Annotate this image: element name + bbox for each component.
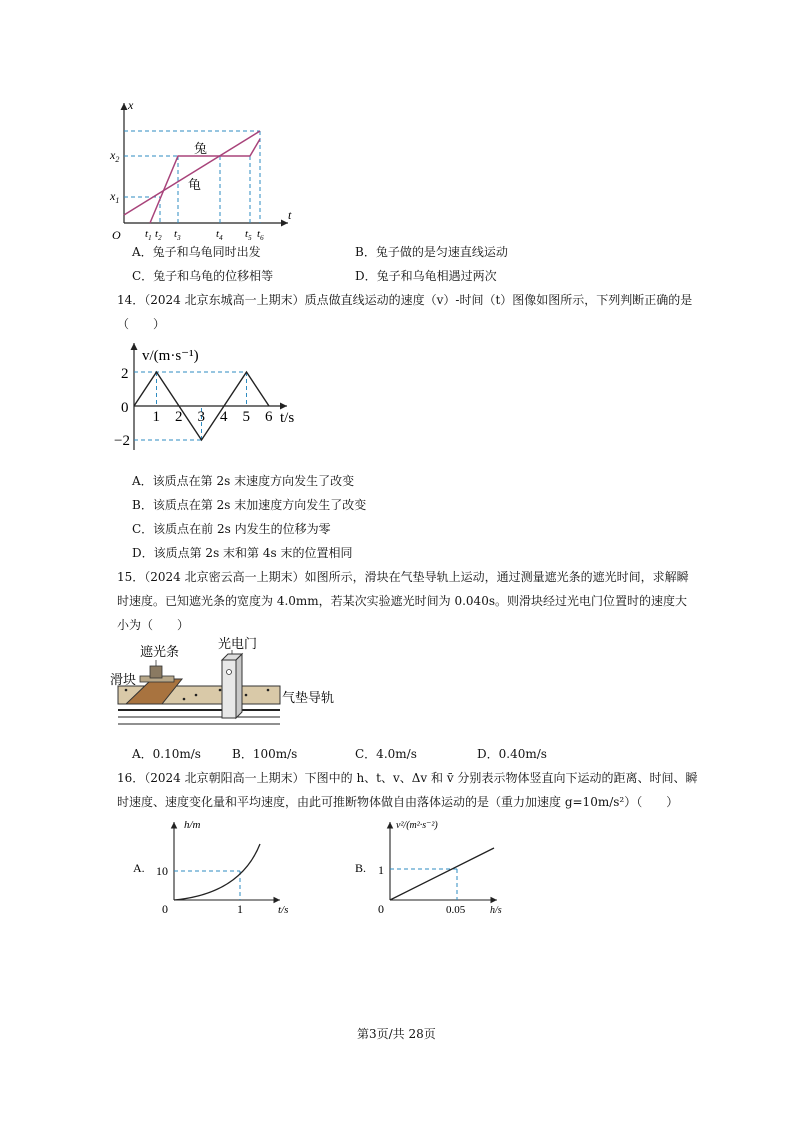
svg-text:t2: $t_2$: [155, 228, 162, 240]
q14-option-b[interactable]: B．该质点在第 2s 末加速度方向发生了改变: [132, 498, 367, 512]
q15-air-track-figure: [110, 632, 350, 734]
q14-option-c[interactable]: C．该质点在前 2s 内发生的位移为零: [132, 522, 331, 536]
q13-option-a[interactable]: A．兔子和乌龟同时出发: [132, 245, 261, 259]
svg-text:t1: $t_1$: [145, 228, 152, 240]
q13-t-ticks: [145, 228, 264, 240]
q15-stem-line1: 15．（2024 北京密云高一上期末）如图所示，滑块在气垫导轨上运动，通过测量遮光条的遮光时间，求解瞬: [117, 570, 689, 584]
q14-ytick-0: 0: [121, 400, 129, 416]
q13-x2-label: $x_2$: [110, 148, 120, 164]
q14-xtick-6: 6: [265, 409, 273, 425]
q14-xtick-1: 1: [152, 409, 160, 425]
q15-shade-strip: [150, 666, 162, 678]
q14-stem-line1: 14．（2024 北京东城高一上期末）质点做直线运动的速度（v）-时间（t）图像如图所示，下列判断正确的是: [117, 293, 693, 307]
q13-axis-x-label: x: [128, 98, 134, 112]
q15-photogate-side: [236, 654, 242, 718]
q16a-curve: [174, 844, 260, 900]
q13-xt-graph: [100, 95, 310, 240]
q14-xtick-4: 4: [220, 409, 228, 425]
svg-text:t3: $t_3$: [174, 228, 181, 240]
q13-option-d[interactable]: D．兔子和乌龟相遇过两次: [355, 269, 497, 283]
q14-xtick-3: 3: [197, 409, 205, 425]
q16a-ytick: 10: [156, 864, 168, 878]
q16b-option-label[interactable]: B.: [355, 861, 367, 875]
q15-shade-strip-label: 遮光条: [140, 645, 180, 660]
q15-stem-line2: 时速度。已知遮光条的宽度为 4.0mm，若某次实验遮光时间为 0.040s。则滑块经过光电门位置时的速度大: [117, 594, 687, 608]
q15-option-b[interactable]: B．100m/s: [232, 747, 298, 761]
q16b-origin: 0: [378, 902, 384, 916]
q14-xtick-2: 2: [175, 409, 183, 425]
q16b-ytick: 1: [378, 863, 384, 877]
q14-option-a[interactable]: A．该质点在第 2s 末速度方向发生了改变: [132, 474, 355, 488]
q16b-ylabel: v²/(m²·s⁻²): [396, 820, 438, 831]
q14-xtick-5: 5: [242, 409, 250, 425]
q13-rabbit-label: 兔: [194, 142, 208, 157]
q14-xlabel: t/s: [280, 410, 295, 426]
q15-rail-label: 气垫导轨: [282, 691, 335, 706]
q13-dash-guides: [124, 131, 260, 223]
q15-stem-line3: 小为（ ）: [117, 618, 190, 632]
q16a-xlabel: t/s: [278, 904, 289, 916]
q13-turtle-label: 龟: [188, 178, 202, 193]
q16a-xtick: 1: [237, 902, 243, 916]
q15-photogate-label: 光电门: [218, 637, 258, 652]
q16a-dash-guides: [174, 871, 240, 900]
q14-vt-graph: [112, 338, 312, 453]
svg-text:t6: $t_6$: [257, 228, 264, 240]
q16-stem-line1: 16．（2024 北京朝阳高一上期末）下图中的 h、t、v、Δv 和 v̄ 分别表示物体竖直向下运动的距离、时间、瞬: [117, 771, 698, 785]
q16-figure-a: [130, 814, 310, 918]
q13-x1-label: $x_1$: [110, 189, 120, 205]
q15-option-c[interactable]: C．4.0m/s: [355, 747, 417, 761]
q16b-line: [390, 848, 494, 900]
q13-axis-t-label: t: [288, 208, 292, 222]
q16b-xtick: 0.05: [446, 904, 466, 916]
q13-origin-label: O: [112, 228, 121, 240]
q14-stem-line2: （ ）: [117, 317, 166, 331]
q13-turtle-line: [124, 131, 260, 215]
page-footer: 第3页/共 28页: [357, 1027, 436, 1041]
q15-option-a[interactable]: A．0.10m/s: [132, 747, 201, 761]
q16-stem-line2: 时速度、速度变化量和平均速度，由此可推断物体做自由落体运动的是（重力加速度 g=10m/s²）（ ）: [117, 795, 679, 809]
q13-option-b[interactable]: B．兔子做的是匀速直线运动: [355, 245, 508, 259]
q14-ytick-2: 2: [121, 366, 129, 382]
q14-option-d[interactable]: D．该质点第 2s 末和第 4s 末的位置相同: [132, 546, 353, 560]
q14-ylabel: v/(m·s⁻¹): [142, 348, 199, 364]
q16a-ylabel: h/m: [184, 819, 201, 831]
svg-text:t4: $t_4$: [216, 228, 223, 240]
q16a-option-label[interactable]: A.: [133, 861, 145, 875]
svg-text:t5: $t_5$: [245, 228, 252, 240]
q16a-origin: 0: [162, 902, 168, 916]
q15-option-d[interactable]: D．0.40m/s: [477, 747, 547, 761]
q15-slider-label: 滑块: [110, 673, 137, 688]
q16-figure-b: [352, 814, 532, 918]
q14-ytick-m2: −2: [114, 433, 130, 449]
q13-option-c[interactable]: C．兔子和乌龟的位移相等: [132, 269, 274, 283]
q15-photogate-post: [222, 660, 236, 718]
q15-photogate-sensor: [227, 670, 232, 675]
q16b-xlabel: h/s: [490, 905, 502, 916]
